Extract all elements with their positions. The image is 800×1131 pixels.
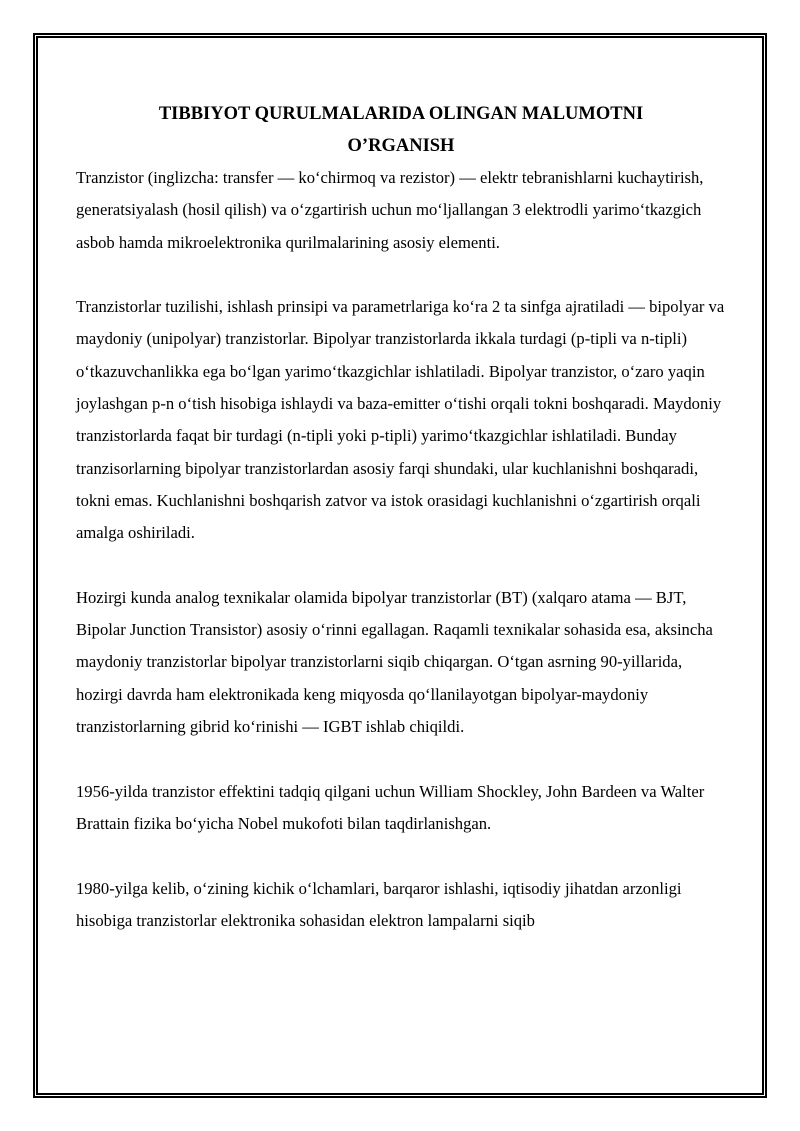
paragraph-classification: Tranzistorlar tuzilishi, ishlash prinsipi va parametrlariga koʻra 2 ta sinfga ajratiladi — bipolyar va maydoniy (unipolyar) tranzistorlar. Bipolyar tranzistorlarda ikkala turdagi (p-tipli va n-tipli) oʻtkazuvchanlikka ega boʻlgan yarimoʻtkazgichlar ishlatiladi. Bipolyar tranzistor, oʻzaro yaqin joylashgan p-n oʻtish hisobiga ishlaydi va baza-emitter oʻtishi orqali tokni boshqaradi. Maydoniy tranzistorlarda faqat bir turdagi (n-tipli yoki p-tipli) yarimoʻtkazgichlar ishlatiladi. Bunday tranzisorlarning bipolyar tranzistorlardan asosiy farqi shundaki, ular kuchlanishni boshqaradi, tokni emas. Kuchlanishni boshqarish zatvor va istok orasidagi kuchlanishni oʻzgartirish orqali amalga oshiriladi. (76, 297, 725, 543)
paragraph-history: 1980-yilga kelib, oʻzining kichik oʻlchamlari, barqaror ishlashi, iqtisodiy jihatdan arzonligi hisobiga tranzistorlar elektronika sohasidan elektron lampalarni siqib (76, 878, 682, 930)
document-title-line-2: O’RGANISH (347, 136, 455, 156)
document-title-line-1: TIBBIYOT QURULMALARIDA OLINGAN MALUMOTNI (158, 104, 644, 124)
paragraph-spacer (76, 259, 726, 291)
document-body (76, 98, 726, 937)
paragraph-spacer (76, 840, 726, 872)
paragraph-spacer (76, 743, 726, 775)
document-title (76, 98, 726, 162)
paragraph-applications: Hozirgi kunda analog texnikalar olamida bipolyar tranzistorlar (BT) (xalqaro atama — BJT, Bipolar Junction Transistor) asosiy oʻrinni egallagan. Raqamli texnikalar sohasida esa, aksincha maydoniy tranzistorlar bipolyar tranzistorlarni siqib chiqargan. Oʻtgan asrning 90-yillarida, hozirgi davrda ham elektronikada keng miqyosda qoʻllanilayotgan bipolyar-maydoniy tranzistorlarning gibrid koʻrinishi — IGBT ishlab chiqildi. (76, 587, 713, 737)
paragraph-nobel: 1956-yilda tranzistor effektini tadqiq qilgani uchun William Shockley, John Bardeen va Walter Brattain fizika boʻyicha Nobel mukofoti bilan taqdirlanishgan. (76, 781, 705, 833)
paragraph-spacer (76, 550, 726, 582)
paragraph-definition: Tranzistor (inglizcha: transfer — koʻchirmoq va rezistor) — elektr tebranishlarni kuchaytirish, generatsiyalash (hosil qilish) va oʻzgartirish uchun moʻljallangan 3 elektrodli yarimoʻtkazgich asbob hamda mikroelektronika qurilmalarining asosiy elementi. (76, 168, 704, 252)
